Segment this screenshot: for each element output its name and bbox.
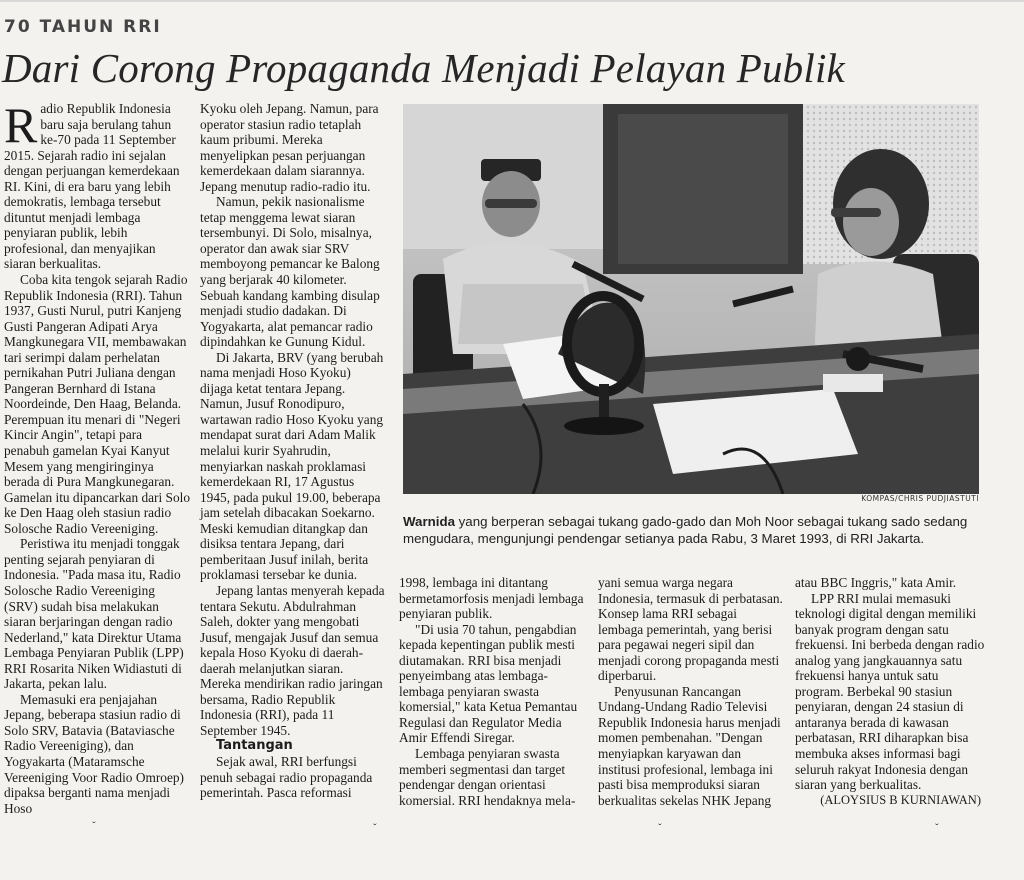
paragraph: Memasuki era penjajahan Jepang, beberapa stasiun radio di Solo SRV, Batavia (Bataviasche Radio Vereeniging), dan Yogyakarta (Mataramsche Vereeniging Voor Radio Omroep) dipaksa berganti nama menjadi Hoso (4, 691, 184, 816)
column-4 (598, 575, 784, 808)
paragraph: Penyusunan Rancangan Undang-Undang Radio Televisi Republik Indonesia harus menjadi momen pembenahan. "Dengan menyiapkan karyawan dan institusi profesional, lembaga ini pasti bisa memproduksi siaran berkualitas sekelas NHK Jepang (598, 683, 781, 808)
byline: (ALOYSIUS B KURNIAWAN) (820, 792, 981, 807)
top-rule (0, 0, 1024, 2)
photo-credit: KOMPAS/CHRIS PUDJIASTUTI (861, 494, 979, 503)
paragraph: Kyoku oleh Jepang. Namun, para operator stasiun radio tetaplah kaum pribumi. Mereka menyelipkan pesan perjuangan kemerdekaan dalam siarannya. Jepang menutup radio-radio itu. (200, 101, 379, 194)
column-1 (4, 97, 191, 816)
article-photo (403, 104, 979, 494)
paragraph-1: Radio Republik Indonesia baru saja berulang tahun ke-70 pada 11 September 2015. Sejarah radio ini sejalan dengan perjuangan kemerdekaan RI. Kini, di era baru yang lebih demokratis, lembaga tersebut dituntut menjadi lembaga penyiaran publik, lebih profesional, dan menyajikan siaran berkualitas. (4, 97, 180, 272)
paragraph: Namun, pekik nasionalisme tetap menggema lewat siaran tersembunyi. Di Solo, misalnya, operator dan awak siar SRV memboyong pemancar ke Balong yang berjarak 40 kilometer. Sebuah kandang kambing disulap menjadi studio dadakan. Di Yogyakarta, alat pemancar radio dipindahkan ke Gunung Kidul. (200, 194, 380, 350)
paragraph: Lembaga penyiaran swasta memberi segmentasi dan target pendengar dengan orientasi komersial. RRI hendaknya mela- (399, 746, 576, 808)
dropcap-letter: R (4, 97, 38, 153)
paragraph: atau BBC Inggris," kata Amir. (795, 575, 957, 590)
registration-mark: ˇ (92, 820, 96, 832)
paragraph: Sejak awal, RRI berfungsi penuh sebagai radio propaganda pemerintah. Pasca reformasi (200, 753, 373, 801)
photo-caption (403, 513, 993, 547)
column-5 (795, 575, 985, 808)
paragraph: "Di usia 70 tahun, pengabdian kepada kepentingan publik mesti diutamakan. RRI bisa menjadi penyeimbang atas lembaga-lembaga penyiaran swasta komersial," kata Ketua Pemantau Regulasi dan Regulator Media Amir Effendi Siregar. (399, 621, 578, 746)
paragraph: LPP RRI mulai memasuki teknologi digital dengan memiliki banyak program dengan satu frekuensi. Ini berbeda dengan radio analog yang jangkauannya satu frekuensi hanya untuk satu program. Berbekal 90 stasiun penyiaran, dengan 24 stasiun di antaranya berada di kawasan perbatasan, RRI diharapkan bisa membuka akses informasi bagi seluruh rakyat Indonesia dengan siaran yang berkualitas. (795, 590, 985, 793)
paragraph: yani semua warga negara Indonesia, termasuk di perbatasan. Konsep lama RRI sebagai lembaga pemerintah, yang berisi para pegawai negeri sipil dan menjadi corong propaganda mesti diperbarui. (598, 575, 783, 684)
caption-lead: Warnida (403, 514, 455, 529)
column-2 (200, 101, 386, 801)
subheading: Tantangan (216, 738, 293, 754)
registration-mark: ˇ (658, 822, 662, 834)
article-headline: Dari Corong Propaganda Menjadi Pelayan Publik (2, 45, 845, 91)
caption-text: yang berperan sebagai tukang gado-gado dan Moh Noor sebagai tukang sado sedang mengudara, mengunjungi pendengar setianya pada Rabu, 3 Maret 1993, di RRI Jakarta. (403, 514, 968, 546)
section-kicker: 70 TAHUN RRI (4, 17, 162, 37)
paragraph: Peristiwa itu menjadi tonggak penting sejarah penyiaran di Indonesia. "Pada masa itu, Radio Solosche Radio Vereeniging (SRV) sudah bisa melakukan siaran berjaringan dengan radio Nederland," kata Direktur Utama Lembaga Penyiaran Publik (LPP) RRI Rosarita Niken Widiastuti di Jakarta, pekan lalu. (4, 536, 184, 692)
paragraph: Coba kita tengok sejarah Radio Republik Indonesia (RRI). Tahun 1937, Gusti Nurul, putri Kanjeng Gusti Pangeran Adipati Arya Mangkunegara VII, membawakan tari serimpi dalam perhelatan pernikahan Putri Juliana dengan Pangeran Bernhard di Istana Noordeinde, Den Haag, Belanda. Perempuan itu menari di "Negeri Kincir Angin", tetapi para penabuh gamelan Kyai Kanyut Mesem yang mengiringinya berada di Pura Mangkunegaran. Gamelan itu dipancarkan dari Solo ke Den Haag oleh stasiun radio Solosche Radio Vereeniging. (4, 272, 191, 536)
paragraph: Jepang lantas menyerah kepada tentara Sekutu. Abdulrahman Saleh, dokter yang mengobati Jusuf, mengajak Jusuf dan semua kepala Hoso Kyoku di daerah-daerah melanjutkan siaran. Mereka mendirikan radio jaringan bersama, Radio Republik Indonesia (RRI), pada 11 September 1945. (200, 582, 385, 738)
column-3 (399, 575, 585, 808)
registration-mark: ˇ (935, 822, 939, 834)
registration-mark: ˇ (373, 822, 377, 834)
paragraph: Di Jakarta, BRV (yang berubah nama menjadi Hoso Kyoku) dijaga ketat tentara Jepang. Namun, Jusuf Ronodipuro, wartawan radio Hoso Kyoku yang mendapat surat dari Adam Malik melalui kurir Syahrudin, menyiarkan naskah proklamasi kemerdekaan RI, 17 Agustus 1945, pada pukul 19.00, beberapa jam setelah dibacakan Soekarno. Meski kemudian ditangkap dan disiksa tentara Jepang, dari pemberitaan Jusuf inilah, berita proklamasi tersebar ke dunia. (200, 349, 384, 583)
paragraph: 1998, lembaga ini ditantang bermetamorfosis menjadi lembaga penyiaran publik. (399, 575, 584, 622)
